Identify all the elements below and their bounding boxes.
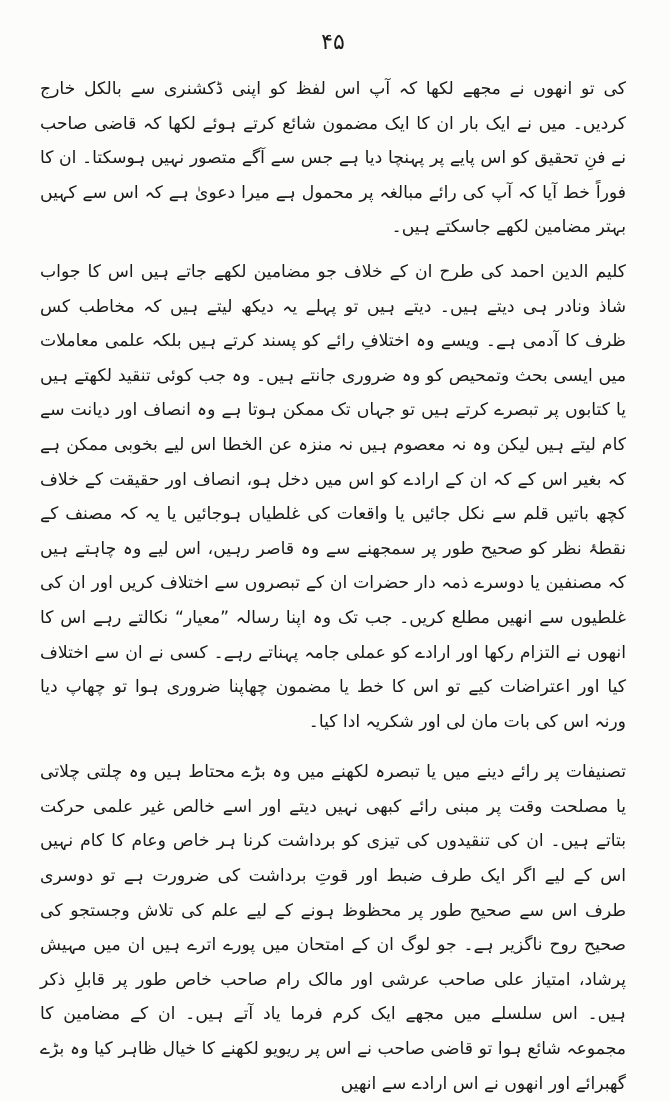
paragraph-2: کلیم الدین احمد کی طرح ان کے خلاف جو مضامین لکھے جاتے ہیں اس کا جواب شاذ ونادر ہی دیتے ہیں۔ دیتے ہیں تو پہلے یہ دیکھ لیتے ہیں کہ مخاطب کس ظرف کا آدمی ہے۔ ویسے وہ اختلافِ رائے کو پسند کرتے ہیں بلکہ علمی معاملات میں ایسی بحث وتمحیص کو وہ ضروری جانتے ہیں۔ وہ جب کوئی تنقید لکھتے ہیں یا کتابوں پر تبصرے کرتے ہیں تو جہاں تک ممکن ہوتا ہے وہ انصاف اور دیانت سے کام لیتے ہیں لیکن وہ نہ معصوم ہیں نہ منزہ عن الخطا اس لیے بخوبی ممکن ہے کہ بغیر اس کے کہ ان کے ارادے کو اس میں دخل ہو، انصاف اور حقیقت کے خلاف کچھ باتیں قلم سے نکل جائیں یا واقعات کی غلطیاں ہوجائیں یا یہ کہ مصنف کے نقطۂ نظر کو صحیح طور پر سمجھنے سے وہ قاصر رہیں، اس لیے وہ چاہتے ہیں کہ مصنفین یا دوسرے ذمہ دار حضرات ان کے تبصروں سے اختلاف کریں اور ان کی غلطیوں سے انھیں مطلع کریں۔ جب تک وہ اپنا رسالہ ”معیار“ نکالتے رہے اس کا انھوں نے التزام رکھا اور ارادے کو عملی جامہ پہناتے رہے۔ کسی نے ان سے اختلاف کیا اور اعتراضات کیے تو اس کا خط یا مضمون چھاپنا ضروری ہوا تو چھاپ دیا ورنہ اس کی بات مان لی اور شکریہ ادا کیا۔ — [40, 261, 626, 732]
paragraph-3: تصنیفات پر رائے دینے میں یا تبصرہ لکھنے میں وہ بڑے محتاط ہیں وہ چلتی چلاتی یا مصلحت وقت پر مبنی رائے کبھی نہیں دیتے اور اسے خالص غیر علمی حرکت بتاتے ہیں۔ ان کی تنقیدوں کی تیزی کو برداشت کرنا ہر خاص وعام کا کام نہیں اس کے لیے اگر ایک طرف ضبط اور قوتِ برداشت کی ضرورت ہے تو دوسری طرف اس سے صحیح طور پر محظوظ ہونے کے لیے علم کی تلاش وجستجو کی صحیح روح ناگزیر ہے۔ جو لوگ ان کے امتحان میں پورے اترے ہیں ان میں مہیش پرشاد، امتیاز علی صاحب عرشی اور مالک رام صاحب خاص طور پر قابلِ ذکر ہیں۔ اس سلسلے میں مجھے ایک کرم فرما یاد آتے ہیں۔ ان کے مضامین کا مجموعہ شائع ہوا تو قاضی صاحب نے اس پر ریویو لکھنے کا خیال ظاہر کیا وہ بڑے گھبرائے اور انھوں نے اس ارادے سے انھیں — [40, 762, 626, 1094]
page-body — [40, 72, 626, 1101]
paragraph-1: کی تو انھوں نے مجھے لکھا کہ آپ اس لفظ کو اپنی ڈکشنری سے بالکل خارج کردیں۔ میں نے ایک بار ان کا ایک مضمون شائع کرتے ہوئے لکھا کہ قاضی صاحب نے فنِ تحقیق کو اس پایے پر پہنچا دیا ہے جس سے آگے متصور نہیں ہوسکتا۔ ان کا فوراً خط آیا کہ آپ کی رائے مبالغہ پر محمول ہے میرا دعویٰ ہے کہ اس سے کہیں بہتر مضامین لکھے جاسکتے ہیں۔ — [40, 79, 626, 238]
page-number: ۴۵ — [321, 30, 345, 55]
